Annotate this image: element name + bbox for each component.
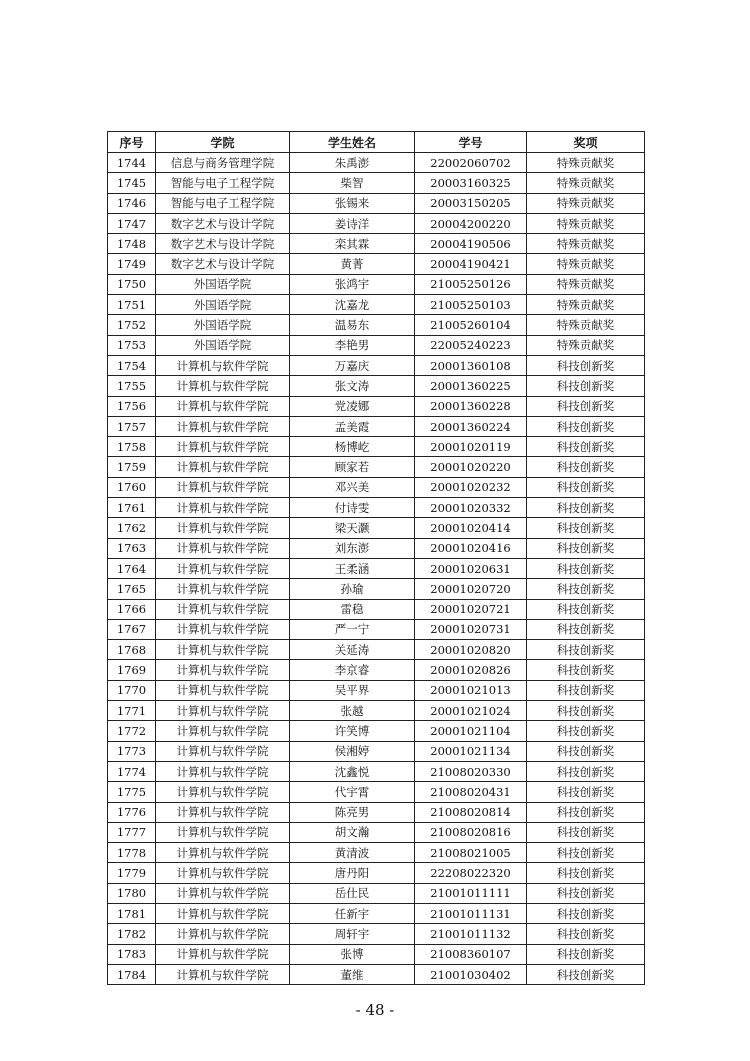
cell-college: 计算机与软件学院 xyxy=(156,782,290,802)
cell-student-name: 沈鑫悦 xyxy=(290,761,415,781)
table-row xyxy=(108,396,645,416)
cell-student-id: 22005240223 xyxy=(415,335,527,355)
cell-student-id: 20001020721 xyxy=(415,599,527,619)
cell-college: 计算机与软件学院 xyxy=(156,599,290,619)
header-student-name: 学生姓名 xyxy=(290,132,415,153)
cell-college: 计算机与软件学院 xyxy=(156,944,290,964)
cell-student-id: 20001020826 xyxy=(415,660,527,680)
cell-student-name: 任新宇 xyxy=(290,903,415,923)
table-row xyxy=(108,924,645,944)
table-row xyxy=(108,903,645,923)
header-index: 序号 xyxy=(108,132,156,153)
cell-award: 科技创新奖 xyxy=(527,376,645,396)
cell-college: 信息与商务管理学院 xyxy=(156,153,290,173)
cell-student-id: 20001021134 xyxy=(415,741,527,761)
cell-award: 科技创新奖 xyxy=(527,457,645,477)
cell-award: 科技创新奖 xyxy=(527,741,645,761)
table-row xyxy=(108,964,645,984)
cell-college: 计算机与软件学院 xyxy=(156,640,290,660)
cell-index: 1759 xyxy=(108,457,156,477)
cell-student-name: 栾其霖 xyxy=(290,234,415,254)
cell-award: 特殊贡献奖 xyxy=(527,295,645,315)
cell-college: 计算机与软件学院 xyxy=(156,396,290,416)
cell-student-name: 付诗雯 xyxy=(290,498,415,518)
cell-student-name: 周轩宇 xyxy=(290,924,415,944)
cell-student-name: 黄清波 xyxy=(290,843,415,863)
cell-student-name: 陈亮男 xyxy=(290,802,415,822)
award-table xyxy=(107,131,645,985)
cell-award: 特殊贡献奖 xyxy=(527,274,645,294)
table-row xyxy=(108,579,645,599)
cell-award: 特殊贡献奖 xyxy=(527,315,645,335)
cell-index: 1746 xyxy=(108,193,156,213)
cell-student-id: 20001020631 xyxy=(415,558,527,578)
cell-award: 科技创新奖 xyxy=(527,721,645,741)
cell-index: 1762 xyxy=(108,518,156,538)
cell-student-id: 20001020232 xyxy=(415,477,527,497)
table-row xyxy=(108,254,645,274)
cell-student-name: 张鸿宇 xyxy=(290,274,415,294)
cell-index: 1767 xyxy=(108,619,156,639)
cell-student-id: 20004190506 xyxy=(415,234,527,254)
cell-index: 1754 xyxy=(108,355,156,375)
cell-college: 计算机与软件学院 xyxy=(156,376,290,396)
cell-student-id: 20001020416 xyxy=(415,538,527,558)
cell-student-name: 党凌娜 xyxy=(290,396,415,416)
cell-college: 数字艺术与设计学院 xyxy=(156,254,290,274)
cell-student-name: 顾家若 xyxy=(290,457,415,477)
cell-award: 科技创新奖 xyxy=(527,843,645,863)
table-row xyxy=(108,437,645,457)
cell-student-id: 20004200220 xyxy=(415,213,527,233)
table-row xyxy=(108,680,645,700)
cell-index: 1749 xyxy=(108,254,156,274)
cell-student-id: 21008360107 xyxy=(415,944,527,964)
cell-award: 特殊贡献奖 xyxy=(527,193,645,213)
cell-index: 1756 xyxy=(108,396,156,416)
cell-student-id: 22208022320 xyxy=(415,863,527,883)
cell-award: 科技创新奖 xyxy=(527,538,645,558)
cell-student-id: 20001020220 xyxy=(415,457,527,477)
cell-student-id: 21008020816 xyxy=(415,822,527,842)
cell-student-id: 21008020431 xyxy=(415,782,527,802)
cell-index: 1769 xyxy=(108,660,156,680)
cell-index: 1750 xyxy=(108,274,156,294)
cell-college: 计算机与软件学院 xyxy=(156,437,290,457)
cell-index: 1784 xyxy=(108,964,156,984)
cell-student-id: 20001360108 xyxy=(415,355,527,375)
cell-award: 科技创新奖 xyxy=(527,924,645,944)
cell-student-id: 20004190421 xyxy=(415,254,527,274)
cell-award: 科技创新奖 xyxy=(527,863,645,883)
table-row xyxy=(108,802,645,822)
cell-student-id: 20001360224 xyxy=(415,416,527,436)
cell-college: 计算机与软件学院 xyxy=(156,660,290,680)
cell-student-id: 21001011111 xyxy=(415,883,527,903)
cell-index: 1744 xyxy=(108,153,156,173)
cell-award: 科技创新奖 xyxy=(527,355,645,375)
cell-student-id: 21005250126 xyxy=(415,274,527,294)
cell-college: 数字艺术与设计学院 xyxy=(156,213,290,233)
table-row xyxy=(108,822,645,842)
table-row xyxy=(108,883,645,903)
cell-college: 外国语学院 xyxy=(156,315,290,335)
table-row xyxy=(108,538,645,558)
cell-index: 1763 xyxy=(108,538,156,558)
table-row xyxy=(108,355,645,375)
cell-student-name: 张锡来 xyxy=(290,193,415,213)
cell-award: 科技创新奖 xyxy=(527,782,645,802)
cell-index: 1783 xyxy=(108,944,156,964)
cell-student-name: 唐丹阳 xyxy=(290,863,415,883)
table-row xyxy=(108,416,645,436)
cell-student-id: 20001020119 xyxy=(415,437,527,457)
table-header xyxy=(108,132,645,153)
cell-student-name: 吴平界 xyxy=(290,680,415,700)
table-row xyxy=(108,376,645,396)
cell-student-id: 21001011131 xyxy=(415,903,527,923)
cell-index: 1774 xyxy=(108,761,156,781)
table-row xyxy=(108,741,645,761)
table-row xyxy=(108,944,645,964)
cell-index: 1764 xyxy=(108,558,156,578)
cell-student-id: 20001020414 xyxy=(415,518,527,538)
cell-award: 科技创新奖 xyxy=(527,477,645,497)
cell-student-id: 21005260104 xyxy=(415,315,527,335)
cell-index: 1766 xyxy=(108,599,156,619)
cell-student-id: 20001360225 xyxy=(415,376,527,396)
cell-student-id: 20001021104 xyxy=(415,721,527,741)
cell-award: 科技创新奖 xyxy=(527,660,645,680)
cell-college: 计算机与软件学院 xyxy=(156,883,290,903)
cell-student-id: 20001021013 xyxy=(415,680,527,700)
cell-student-name: 王柔涵 xyxy=(290,558,415,578)
cell-student-id: 20001360228 xyxy=(415,396,527,416)
cell-award: 科技创新奖 xyxy=(527,416,645,436)
cell-student-name: 李艳男 xyxy=(290,335,415,355)
cell-index: 1782 xyxy=(108,924,156,944)
cell-index: 1777 xyxy=(108,822,156,842)
cell-college: 外国语学院 xyxy=(156,274,290,294)
cell-student-id: 20001020820 xyxy=(415,640,527,660)
cell-college: 计算机与软件学院 xyxy=(156,355,290,375)
cell-student-id: 20001020720 xyxy=(415,579,527,599)
table-row xyxy=(108,843,645,863)
table-row xyxy=(108,701,645,721)
cell-award: 科技创新奖 xyxy=(527,822,645,842)
cell-college: 计算机与软件学院 xyxy=(156,457,290,477)
table-row xyxy=(108,274,645,294)
cell-student-id: 20001020332 xyxy=(415,498,527,518)
cell-index: 1748 xyxy=(108,234,156,254)
cell-index: 1770 xyxy=(108,680,156,700)
cell-student-name: 黄菁 xyxy=(290,254,415,274)
cell-award: 科技创新奖 xyxy=(527,640,645,660)
cell-student-id: 22002060702 xyxy=(415,153,527,173)
cell-student-name: 董维 xyxy=(290,964,415,984)
cell-award: 特殊贡献奖 xyxy=(527,153,645,173)
table-row xyxy=(108,640,645,660)
cell-college: 计算机与软件学院 xyxy=(156,416,290,436)
table-row xyxy=(108,518,645,538)
table-row xyxy=(108,213,645,233)
cell-student-id: 21008020330 xyxy=(415,761,527,781)
cell-index: 1776 xyxy=(108,802,156,822)
cell-award: 科技创新奖 xyxy=(527,599,645,619)
cell-college: 数字艺术与设计学院 xyxy=(156,234,290,254)
cell-college: 计算机与软件学院 xyxy=(156,741,290,761)
cell-index: 1778 xyxy=(108,843,156,863)
cell-award: 科技创新奖 xyxy=(527,761,645,781)
cell-college: 外国语学院 xyxy=(156,295,290,315)
cell-student-name: 孙瑜 xyxy=(290,579,415,599)
cell-index: 1781 xyxy=(108,903,156,923)
table-row xyxy=(108,234,645,254)
cell-college: 智能与电子工程学院 xyxy=(156,193,290,213)
header-award: 奖项 xyxy=(527,132,645,153)
cell-student-name: 朱禹澎 xyxy=(290,153,415,173)
cell-college: 计算机与软件学院 xyxy=(156,538,290,558)
cell-index: 1747 xyxy=(108,213,156,233)
table-row xyxy=(108,153,645,173)
cell-college: 计算机与软件学院 xyxy=(156,518,290,538)
header-row xyxy=(108,132,645,153)
cell-student-name: 邓兴美 xyxy=(290,477,415,497)
cell-college: 计算机与软件学院 xyxy=(156,761,290,781)
cell-college: 计算机与软件学院 xyxy=(156,721,290,741)
table-row xyxy=(108,477,645,497)
table-row xyxy=(108,558,645,578)
cell-student-name: 张博 xyxy=(290,944,415,964)
cell-award: 特殊贡献奖 xyxy=(527,234,645,254)
cell-award: 科技创新奖 xyxy=(527,558,645,578)
cell-index: 1772 xyxy=(108,721,156,741)
cell-student-name: 李京睿 xyxy=(290,660,415,680)
cell-index: 1755 xyxy=(108,376,156,396)
cell-college: 计算机与软件学院 xyxy=(156,822,290,842)
cell-index: 1745 xyxy=(108,173,156,193)
cell-index: 1758 xyxy=(108,437,156,457)
cell-award: 科技创新奖 xyxy=(527,903,645,923)
cell-student-name: 姜诗洋 xyxy=(290,213,415,233)
cell-index: 1757 xyxy=(108,416,156,436)
cell-award: 特殊贡献奖 xyxy=(527,254,645,274)
cell-college: 计算机与软件学院 xyxy=(156,558,290,578)
table-row xyxy=(108,457,645,477)
cell-index: 1753 xyxy=(108,335,156,355)
cell-college: 计算机与软件学院 xyxy=(156,680,290,700)
cell-award: 科技创新奖 xyxy=(527,619,645,639)
cell-award: 特殊贡献奖 xyxy=(527,173,645,193)
cell-award: 科技创新奖 xyxy=(527,701,645,721)
cell-college: 计算机与软件学院 xyxy=(156,701,290,721)
cell-student-name: 梁天灏 xyxy=(290,518,415,538)
cell-college: 智能与电子工程学院 xyxy=(156,173,290,193)
cell-award: 科技创新奖 xyxy=(527,498,645,518)
cell-college: 计算机与软件学院 xyxy=(156,477,290,497)
cell-student-name: 温易东 xyxy=(290,315,415,335)
cell-college: 计算机与软件学院 xyxy=(156,903,290,923)
cell-student-name: 雷稳 xyxy=(290,599,415,619)
cell-college: 计算机与软件学院 xyxy=(156,802,290,822)
table-row xyxy=(108,863,645,883)
cell-student-name: 柴智 xyxy=(290,173,415,193)
table-row xyxy=(108,660,645,680)
cell-student-id: 20001020731 xyxy=(415,619,527,639)
cell-award: 科技创新奖 xyxy=(527,680,645,700)
cell-student-name: 胡文瀚 xyxy=(290,822,415,842)
cell-index: 1752 xyxy=(108,315,156,335)
table-row xyxy=(108,498,645,518)
cell-index: 1775 xyxy=(108,782,156,802)
cell-student-name: 孟美霞 xyxy=(290,416,415,436)
cell-college: 计算机与软件学院 xyxy=(156,863,290,883)
cell-student-id: 20001021024 xyxy=(415,701,527,721)
cell-student-name: 关延涛 xyxy=(290,640,415,660)
cell-student-name: 张越 xyxy=(290,701,415,721)
table-row xyxy=(108,315,645,335)
cell-index: 1768 xyxy=(108,640,156,660)
cell-student-name: 刘东澎 xyxy=(290,538,415,558)
page-number: - 48 - xyxy=(355,1001,395,1019)
table-row xyxy=(108,599,645,619)
cell-student-id: 21001011132 xyxy=(415,924,527,944)
cell-award: 特殊贡献奖 xyxy=(527,335,645,355)
cell-student-id: 21008021005 xyxy=(415,843,527,863)
cell-student-name: 许笑博 xyxy=(290,721,415,741)
cell-index: 1779 xyxy=(108,863,156,883)
cell-index: 1780 xyxy=(108,883,156,903)
table-row xyxy=(108,173,645,193)
table-row xyxy=(108,193,645,213)
cell-award: 科技创新奖 xyxy=(527,883,645,903)
cell-student-name: 万嘉庆 xyxy=(290,355,415,375)
cell-award: 科技创新奖 xyxy=(527,944,645,964)
table-row xyxy=(108,761,645,781)
cell-award: 科技创新奖 xyxy=(527,964,645,984)
header-college: 学院 xyxy=(156,132,290,153)
cell-index: 1761 xyxy=(108,498,156,518)
cell-student-id: 21001030402 xyxy=(415,964,527,984)
table-row xyxy=(108,335,645,355)
cell-college: 计算机与软件学院 xyxy=(156,579,290,599)
cell-college: 计算机与软件学院 xyxy=(156,964,290,984)
cell-student-id: 20003150205 xyxy=(415,193,527,213)
table-row xyxy=(108,721,645,741)
cell-index: 1771 xyxy=(108,701,156,721)
cell-index: 1773 xyxy=(108,741,156,761)
table-row xyxy=(108,619,645,639)
cell-student-name: 张文涛 xyxy=(290,376,415,396)
cell-student-name: 严一宁 xyxy=(290,619,415,639)
cell-award: 科技创新奖 xyxy=(527,518,645,538)
cell-index: 1765 xyxy=(108,579,156,599)
cell-college: 计算机与软件学院 xyxy=(156,619,290,639)
cell-index: 1760 xyxy=(108,477,156,497)
cell-student-name: 沈嘉龙 xyxy=(290,295,415,315)
cell-student-id: 21008020814 xyxy=(415,802,527,822)
header-student-id: 学号 xyxy=(415,132,527,153)
cell-student-name: 杨博屹 xyxy=(290,437,415,457)
cell-college: 外国语学院 xyxy=(156,335,290,355)
cell-college: 计算机与软件学院 xyxy=(156,843,290,863)
cell-index: 1751 xyxy=(108,295,156,315)
table-row xyxy=(108,295,645,315)
cell-award: 科技创新奖 xyxy=(527,802,645,822)
cell-student-name: 代宇霄 xyxy=(290,782,415,802)
table-row xyxy=(108,782,645,802)
cell-award: 科技创新奖 xyxy=(527,579,645,599)
table-body xyxy=(108,153,645,985)
cell-student-name: 岳仕民 xyxy=(290,883,415,903)
cell-student-name: 侯湘婷 xyxy=(290,741,415,761)
cell-award: 科技创新奖 xyxy=(527,396,645,416)
cell-student-id: 20003160325 xyxy=(415,173,527,193)
cell-award: 特殊贡献奖 xyxy=(527,213,645,233)
cell-college: 计算机与软件学院 xyxy=(156,924,290,944)
cell-college: 计算机与软件学院 xyxy=(156,498,290,518)
cell-award: 科技创新奖 xyxy=(527,437,645,457)
cell-student-id: 21005250103 xyxy=(415,295,527,315)
